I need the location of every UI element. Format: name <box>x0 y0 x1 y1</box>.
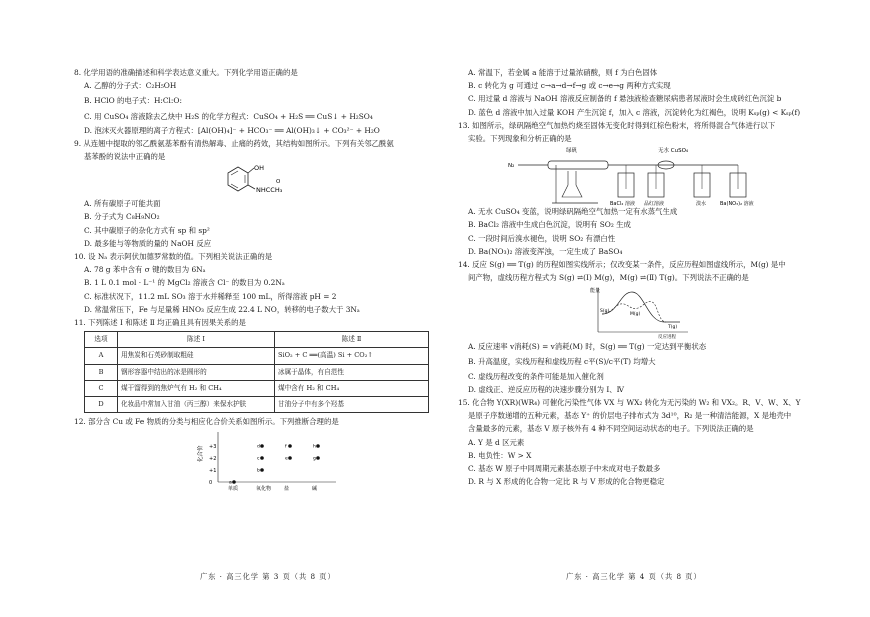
anhydrous-cuso4-label: 无水 CuSO₄ <box>658 148 689 155</box>
table-header: 选项 <box>85 332 118 348</box>
x-tick-label: 氧化物 <box>256 486 272 493</box>
option-b: B. 1 L 0.1 mol · L⁻¹ 的 MgCl₂ 溶液含 Cl⁻ 的数目为 0.2Nₐ <box>84 278 285 288</box>
table-cell: SiO₂ + C ══(高温) Si + CO₂↑ <box>275 348 429 364</box>
option-a: A. Y 是 d 区元素 <box>468 437 525 447</box>
valence-chart <box>196 428 438 494</box>
option-b: B. c 转化为 g 可通过 c→a→d→f→g 或 c→e→g 两种方式实现 <box>468 81 671 91</box>
question-stem-line-2: 实验。下列现象和分析正确的是 <box>468 134 572 144</box>
table-cell: D <box>85 397 118 413</box>
option-d: D. 虚线正、逆反应历程的决速步骤分别为 Ⅰ、Ⅳ <box>468 384 625 394</box>
option-d: D. Ba(NO₃)₂ 溶液变浑浊，一定生成了 BaSO₄ <box>468 246 623 256</box>
option-c: C. 用过量 d 溶液与 NaOH 溶液反应制备的 f 悬浊液检查糖尿病患者尿液时会生成砖红色沉淀 b <box>468 94 782 104</box>
option-c: C. 一段时间后溴水褪色，说明 SO₂ 有漂白性 <box>468 233 616 243</box>
valence-chart-svg <box>196 428 346 494</box>
table-row <box>85 380 429 396</box>
point-label: f <box>285 444 287 450</box>
point-label: h <box>313 444 316 450</box>
data-point <box>260 469 264 473</box>
question-stem-line-3: 含量最多的元素，基态 V 原子核外有 4 种不同空间运动状态的电子。下列说法正确的是 <box>468 424 754 434</box>
question-stem-line-1: 13. 如图所示，绿矾隔绝空气加热灼烧至固体无变化时得到红棕色粉末，将所得混合气体进行以下 <box>458 120 776 130</box>
option-b: B. 升高温度，实线历程和虚线历程 c平(S)/c平(T) 均增大 <box>468 356 656 366</box>
question-stem-line-2: 间产物，虚线历程方程式为 S(g) ⇌(Ⅰ) M(g)，M(g) ⇌(Ⅱ) T(g)。下列说法不正确的是 <box>468 273 749 283</box>
table-header: 陈述 Ⅱ <box>275 332 429 348</box>
question-stem: 8. 化学用语的准确描述和科学表达意义重大。下列化学用语正确的是 <box>74 68 298 77</box>
table-row <box>85 364 429 380</box>
x-tick-label: 碱 <box>312 486 318 493</box>
option-a: A. 所有碳原子可能共面 <box>84 199 161 209</box>
question-12 <box>74 415 438 494</box>
table-cell: 用焦炭和石英砂制取粗硅 <box>118 348 275 364</box>
table-row <box>85 397 429 413</box>
option-d: D. 蓝色 d 溶液中加入过量 KOH 产生沉淀 f，加入 c 溶液，沉淀转化为红褐色，说明 Kₛₚ(g) < Kₛₚ(f) <box>468 107 801 117</box>
data-point <box>288 457 292 461</box>
solid-pathway <box>602 292 680 322</box>
question-stem: 11. 下列陈述 Ⅰ 和陈述 Ⅱ 均正确且具有因果关系的是 <box>74 318 246 328</box>
question-14 <box>458 258 818 396</box>
point-label: e <box>285 456 288 462</box>
energy-profile-svg <box>588 284 698 340</box>
table-cell: 煤中含有 H₂ 和 CH₄ <box>275 380 429 396</box>
s-label: S(g) <box>600 309 610 315</box>
m-label: M(g) <box>630 312 641 318</box>
option-c: C. 用 CuSO₄ 溶液除去乙炔中 H₂S 的化学方程式：CuSO₄ + H₂S ══ CuS↓ + H₂SO₄ <box>84 112 373 122</box>
bromine-label: 溴水 <box>696 201 707 208</box>
data-point <box>316 457 320 461</box>
question-stem-line-2: 是原子序数递增的五种元素，基态 Y⁺ 的价层电子排布式为 3d¹⁰，R₂ 是一种清洁能源，X 是地壳中 <box>468 411 792 421</box>
page-footer-left: 广东 · 高三化学 第 3 页（共 8 页） <box>200 572 336 581</box>
option-c: C. 虚线历程改变的条件可能是加入催化剂 <box>468 371 604 381</box>
table-cell: 煤干馏得到的焦炉气有 H₂ 和 CH₄ <box>118 380 275 396</box>
point-label: a <box>229 480 232 486</box>
data-point <box>232 481 236 485</box>
magenta-label: 品红溶液 <box>644 201 665 208</box>
option-a: A. 常温下，若金属 a 能溶于过量浓硝酸，则 f 为白色固体 <box>468 68 658 77</box>
benzene-ring-diagram <box>214 163 354 199</box>
option-d: D. R 与 X 形成的化合物一定比 R 与 V 形成的化合物更稳定 <box>468 477 665 487</box>
data-point <box>288 445 292 449</box>
statement-table <box>84 331 429 413</box>
option-a: A. 反应速率 v消耗(S) = v消耗(M) 时，S(g) ══ T(g) 一定达到平衡状态 <box>468 342 707 352</box>
table-cell: A <box>85 348 118 364</box>
table-cell: 冰属于晶体，有自范性 <box>275 364 429 380</box>
energy-profile <box>588 284 818 340</box>
page-footer-right: 广东 · 高三化学 第 4 页（共 8 页） <box>566 572 702 581</box>
y-tick-label: 0 <box>209 480 213 487</box>
y-tick-label: +3 <box>209 444 217 451</box>
question-stem: 12. 部分含 Cu 或 Fe 物质的分类与相应化合价关系如图所示。下列推断合理的是 <box>74 417 339 427</box>
table-cell: 甘油分子中有多个羟基 <box>275 397 429 413</box>
table-header: 陈述 Ⅰ <box>118 332 275 348</box>
data-point <box>260 445 264 449</box>
question-10 <box>74 250 438 316</box>
n2-label: N₂ <box>508 163 515 170</box>
oh-label: OH <box>254 164 265 173</box>
question-stem-line-1: 9. 从连翘中提取的邻乙酰氨基苯酚有清热解毒、止痛的药效，其结构如图所示。下列有关邻乙酰氨 <box>74 138 394 148</box>
option-d: D. 泡沫灭火器原理的离子方程式：[Al(OH)₄]⁻ + HCO₃⁻ ══ Al(OH)₃↓ + CO₃²⁻ + H₂O <box>84 125 380 135</box>
question-13 <box>458 119 818 258</box>
acetamido-label: NHCCH₃ <box>256 186 283 195</box>
point-label: d <box>257 444 260 450</box>
progress-axis-label: 反应进程 <box>658 335 676 341</box>
option-a: A. 无水 CuSO₄ 变蓝，说明绿矾隔绝空气加热一定有水蒸气生成 <box>468 207 678 217</box>
option-b: B. 电负性：W > X <box>468 450 532 460</box>
x-tick-label: 盐 <box>284 486 290 493</box>
y-tick-label: +1 <box>209 468 217 475</box>
question-12-options <box>458 66 818 119</box>
energy-axis-label: 能量 <box>590 288 601 295</box>
page-3-column <box>74 66 438 494</box>
option-a: A. 78 g 苯中含有 σ 键的数目为 6Nₐ <box>84 265 206 275</box>
option-d: D. 常温常压下，Fe 与足量稀 HNO₃ 反应生成 22.4 L NO，转移的电子数大于 3Nₐ <box>84 304 360 314</box>
table-cell: 钢形容器中结出的冰是圆形的 <box>118 364 275 380</box>
data-point <box>260 457 264 461</box>
y-tick-label: +2 <box>209 456 217 463</box>
option-b: B. BaCl₂ 溶液中生成白色沉淀，说明有 SO₂ 生成 <box>468 220 631 230</box>
question-stem-line-1: 14. 反应 S(g) ══ T(g) 的历程如图实线所示；仅改变某一条件，反应历程如图虚线所示，M(g) 是中 <box>458 260 786 270</box>
table-cell: 化妆品中常加入甘油（丙三醇）来保水护肤 <box>118 397 275 413</box>
table-header-row <box>85 332 429 348</box>
apparatus-svg <box>508 145 768 207</box>
bacl2-label: BaCl₂ 溶液 <box>610 201 635 208</box>
x-tick-label: 单质 <box>228 486 239 493</box>
option-b: B. 分子式为 C₈H₉NO₂ <box>84 212 160 222</box>
question-stem-line-1: 15. 化合物 Y(XR)(WR₄) 可催化污染性气体 VX 与 WX₂ 转化为无污染的 W₂ 和 VX₂。R、V、W、X、Y <box>458 398 801 408</box>
table-cell: C <box>85 380 118 396</box>
apparatus-diagram <box>508 145 818 208</box>
point-label: g <box>313 456 316 462</box>
y-axis-label: 化合价 <box>198 445 204 463</box>
carbonyl-o-label: O <box>276 179 281 186</box>
question-stem: 10. 设 Nₐ 表示阿伏加德罗常数的值。下列相关说法正确的是 <box>74 252 273 262</box>
option-a: A. 乙醇的分子式：C₂H₅OH <box>84 81 177 91</box>
question-11 <box>74 316 438 413</box>
option-c: C. 其中碳原子的杂化方式有 sp 和 sp² <box>84 225 210 235</box>
burner-icon <box>562 171 582 197</box>
point-label: c <box>257 456 260 462</box>
option-c: C. 标准状况下，11.2 mL SO₃ 溶于水并稀释至 100 mL，所得溶液 pH = 2 <box>84 291 337 301</box>
t-label: T(g) <box>668 325 678 331</box>
data-point <box>316 445 320 449</box>
point-label: b <box>257 468 260 474</box>
page-4-column <box>458 66 818 488</box>
green-vitriol-label: 绿矾 <box>566 148 578 155</box>
option-d: D. 最多能与等物质的量的 NaOH 反应 <box>84 238 212 248</box>
question-stem-line-2: 基苯酚的说法中正确的是 <box>84 152 166 162</box>
molecule-structure <box>214 163 438 197</box>
question-8 <box>74 66 438 137</box>
option-b: B. HClO 的电子式：H:Cl:O: <box>84 96 182 106</box>
question-9 <box>74 137 438 250</box>
option-c: C. 基态 W 原子中同周期元素基态原子中未成对电子数最多 <box>468 464 661 474</box>
question-15 <box>458 396 818 488</box>
table-cell: B <box>85 364 118 380</box>
combustion-tube <box>548 161 608 169</box>
ba-nitrate-label: Ba(NO₃)₂ 溶液 <box>720 201 754 208</box>
table-row <box>85 348 429 364</box>
